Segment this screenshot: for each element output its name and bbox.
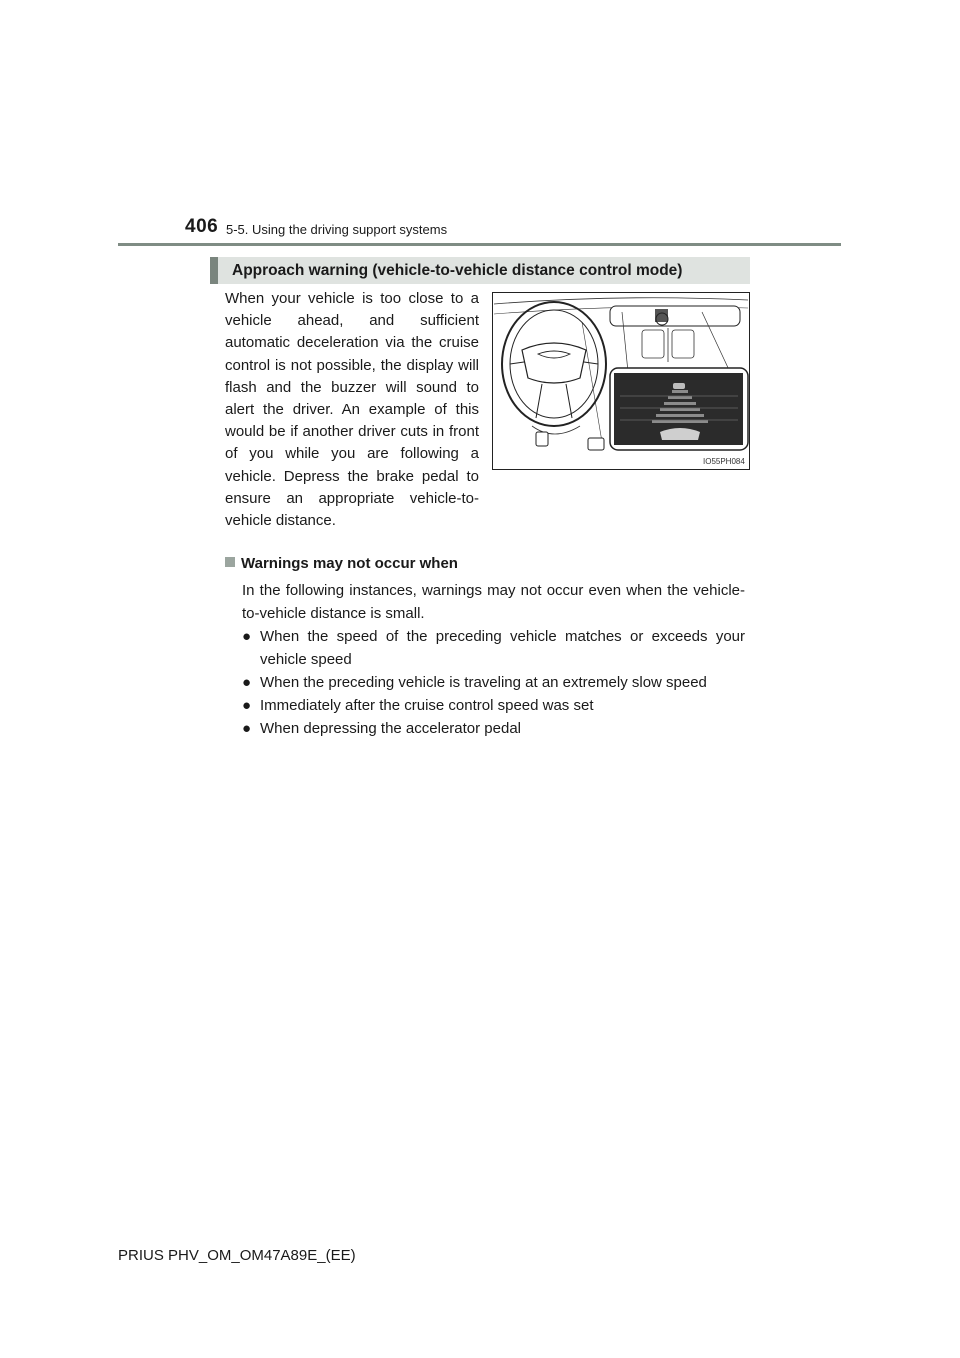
header-rule	[118, 243, 841, 246]
bullet-dot-icon: ●	[242, 719, 252, 737]
warnings-note: In the following instances, warnings may not occur even when the vehicle-to-vehicle distance is small.	[242, 582, 745, 622]
bullet-dot-icon: ●	[242, 673, 252, 691]
document-code: PRIUS PHV_OM_OM47A89E_(EE)	[118, 1247, 356, 1264]
list-item-text: When the speed of the preceding vehicle matches or exceeds your vehicle speed	[260, 628, 745, 668]
list-item	[242, 718, 745, 741]
list-item	[242, 672, 745, 695]
intro-paragraph: When your vehicle is too close to a vehicle ahead, and sufficient automatic deceleration via the cruise control is not possible, the display will flash and the buzzer will sound to alert the driver. An example of this would be if another driver cuts in front of you while you are following a vehicle. Depress the brake pedal to ensure an appropriate vehicle-to-vehicle distance.	[225, 290, 479, 530]
list-item	[242, 695, 745, 718]
bullet-dot-icon: ●	[242, 628, 252, 645]
warnings-list	[242, 626, 745, 741]
bullet-dot-icon: ●	[242, 696, 252, 714]
warnings-heading-text: Warnings may not occur when	[241, 555, 458, 572]
page-number: 406	[185, 216, 219, 237]
list-item-text: Immediately after the cruise control speed was set	[260, 696, 594, 714]
breadcrumb: 5-5. Using the driving support systems	[226, 222, 448, 237]
list-item	[242, 626, 745, 671]
square-bullet-icon	[225, 557, 235, 567]
warnings-subheading	[225, 555, 458, 572]
figure-code: IO55PH084	[703, 457, 745, 466]
list-item-text: When depressing the accelerator pedal	[260, 719, 521, 737]
section-title: Approach warning (vehicle-to-vehicle distance control mode)	[232, 262, 683, 279]
dashboard-illustration	[492, 292, 750, 470]
list-item-text: When the preceding vehicle is traveling at an extremely slow speed	[260, 673, 707, 691]
section-header-bar	[210, 257, 750, 284]
